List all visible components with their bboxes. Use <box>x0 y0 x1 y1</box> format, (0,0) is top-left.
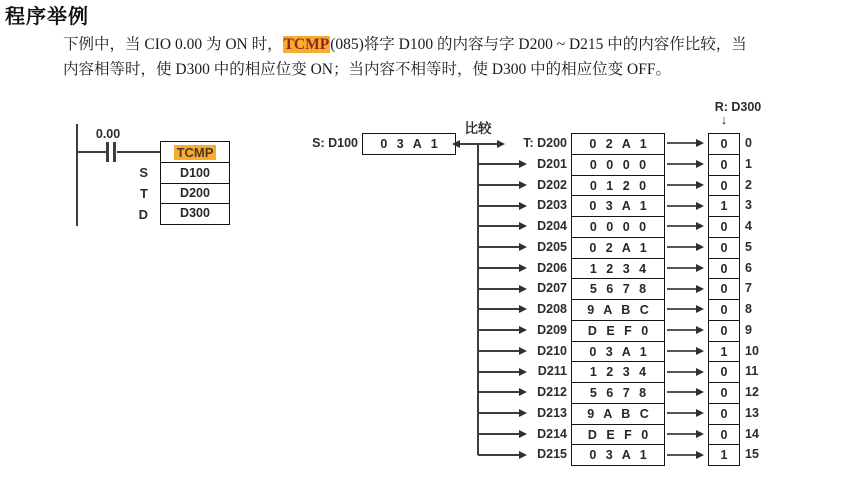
table-row-address: D213 <box>537 405 567 420</box>
para-line2: 内容相等时，使 D300 中的相应位变 ON；当内容不相等时，使 D300 中的相应位变 OFF。 <box>63 60 671 78</box>
result-arrow-line <box>667 412 697 414</box>
result-bit-cell: 1 <box>708 195 740 217</box>
para-line1-pre: 下例中，当 CIO 0.00 为 ON 时， <box>63 36 283 53</box>
tcmp-link[interactable]: TCMP <box>283 36 330 53</box>
result-bit-number: 9 <box>745 322 752 337</box>
table-row-address: D208 <box>537 302 567 316</box>
operand-s-value: D100 <box>161 162 229 182</box>
table-row-value-cell: 1 2 3 4 <box>571 361 665 383</box>
result-arrowhead-icon <box>696 347 704 355</box>
down-arrow-icon: ↓ <box>720 112 728 127</box>
table-row-address: D210 <box>537 343 567 358</box>
result-arrowhead-icon <box>696 430 704 438</box>
table-row-address: D214 <box>537 426 567 441</box>
result-arrowhead-icon <box>696 451 704 459</box>
result-bit-number: 10 <box>745 343 759 358</box>
result-arrow-line <box>667 163 697 165</box>
table-row-value-cell: 0 3 A 1 <box>571 444 665 466</box>
table-row-value-cell: D E F 0 <box>571 424 665 446</box>
operand-d-label: D <box>138 207 148 222</box>
result-bit-cell: 0 <box>708 320 740 342</box>
page-title: 程序举例 <box>5 6 89 28</box>
result-arrow-line <box>667 142 697 144</box>
result-bit-number: 6 <box>745 260 752 275</box>
result-arrowhead-icon <box>696 181 704 189</box>
result-arrow-line <box>667 329 697 331</box>
result-bit-cell: 0 <box>708 154 740 176</box>
table-row-address: D205 <box>537 239 567 254</box>
table-row-value-cell: 9 A B C <box>571 299 665 321</box>
table-row-value-cell: 1 2 3 4 <box>571 258 665 280</box>
table-row-value-cell: 9 A B C <box>571 403 665 425</box>
result-arrow-line <box>667 288 697 290</box>
operand-d-value: D300 <box>161 203 229 223</box>
result-arrow-line <box>667 308 697 310</box>
operand-s-label: S <box>139 165 148 180</box>
table-row-address: D212 <box>537 385 567 399</box>
result-arrowhead-icon <box>696 368 704 376</box>
contact-address-label: 0.00 <box>95 127 121 141</box>
result-bit-cell: 0 <box>708 133 740 155</box>
source-word-cell: 0 3 A 1 <box>362 133 456 155</box>
result-bit-cell: 1 <box>708 341 740 363</box>
result-arrowhead-icon <box>696 264 704 272</box>
result-arrow-line <box>667 184 697 186</box>
result-bit-cell: 0 <box>708 299 740 321</box>
result-arrow-line <box>667 225 697 227</box>
table-row-value-cell: 5 6 7 8 <box>571 382 665 404</box>
result-arrow-line <box>667 454 697 456</box>
result-arrowhead-icon <box>696 326 704 334</box>
result-arrowhead-icon <box>696 305 704 313</box>
table-row-value-cell: 5 6 7 8 <box>571 278 665 300</box>
table-row-address: D206 <box>537 260 567 275</box>
table-row-value-cell: 0 3 A 1 <box>571 195 665 217</box>
result-bit-cell: 0 <box>708 424 740 446</box>
result-bit-number: 12 <box>745 385 759 399</box>
table-row-address: D201 <box>537 156 567 171</box>
table-row-value-cell: 0 2 A 1 <box>571 133 665 155</box>
table-row-value-cell: 0 0 0 0 <box>571 154 665 176</box>
result-bit-cell: 0 <box>708 175 740 197</box>
compare-label: 比较 <box>464 121 492 136</box>
result-bit-number: 11 <box>745 364 759 379</box>
table-row-address: D202 <box>537 177 567 192</box>
table-row-address: D204 <box>537 219 567 233</box>
table-row-value-cell: D E F 0 <box>571 320 665 342</box>
result-arrow-line <box>667 391 697 393</box>
result-bit-number: 5 <box>745 239 752 254</box>
operand-t-value: D200 <box>161 183 229 203</box>
para-line1-post: (085)将字 D100 的内容与字 D200 ~ D215 中的内容作比较，当 <box>330 36 747 53</box>
result-bit-cell: 1 <box>708 444 740 466</box>
result-word-label: R: D300 <box>714 100 762 114</box>
result-arrowhead-icon <box>696 222 704 230</box>
table-row-address: D203 <box>537 198 567 213</box>
table-row-address: D211 <box>537 364 567 379</box>
result-bit-cell: 0 <box>708 361 740 383</box>
result-bit-cell: 0 <box>708 258 740 280</box>
result-arrowhead-icon <box>696 160 704 168</box>
result-arrow-line <box>667 246 697 248</box>
result-bit-number: 14 <box>745 426 759 441</box>
table-row-value-cell: 0 0 0 0 <box>571 216 665 238</box>
tcmp-highlight: TCMP <box>174 145 217 160</box>
result-bit-number: 2 <box>745 177 752 192</box>
result-bit-cell: 0 <box>708 216 740 238</box>
result-bit-number: 15 <box>745 447 759 462</box>
result-arrowhead-icon <box>696 243 704 251</box>
result-bit-cell: 0 <box>708 382 740 404</box>
result-arrowhead-icon <box>696 409 704 417</box>
result-arrowhead-icon <box>696 388 704 396</box>
result-arrow-line <box>667 371 697 373</box>
result-bit-number: 4 <box>745 219 752 233</box>
table-row-address: D207 <box>537 281 567 296</box>
source-word-label: S: D100 <box>312 136 358 150</box>
table-row-value-cell: 0 3 A 1 <box>571 341 665 363</box>
operand-t-label: T <box>140 186 148 201</box>
result-arrow-line <box>667 205 697 207</box>
table-row-value-cell: 0 1 2 0 <box>571 175 665 197</box>
table-row-address: D209 <box>537 322 567 337</box>
result-bit-number: 7 <box>745 281 752 296</box>
result-bit-cell: 0 <box>708 278 740 300</box>
result-bit-cell: 0 <box>708 403 740 425</box>
result-bit-number: 13 <box>745 405 759 420</box>
result-arrow-line <box>667 350 697 352</box>
result-arrow-line <box>667 267 697 269</box>
table-row-value-cell: 0 2 A 1 <box>571 237 665 259</box>
result-arrowhead-icon <box>696 202 704 210</box>
result-bit-number: 1 <box>745 156 752 171</box>
result-bit-number: 3 <box>745 198 752 213</box>
result-arrow-line <box>667 433 697 435</box>
result-bit-cell: 0 <box>708 237 740 259</box>
result-bit-number: 0 <box>745 136 752 150</box>
result-arrowhead-icon <box>696 139 704 147</box>
result-bit-number: 8 <box>745 302 752 316</box>
table-row-address: T: D200 <box>523 136 567 150</box>
table-row-address: D215 <box>537 447 567 462</box>
result-arrowhead-icon <box>696 285 704 293</box>
